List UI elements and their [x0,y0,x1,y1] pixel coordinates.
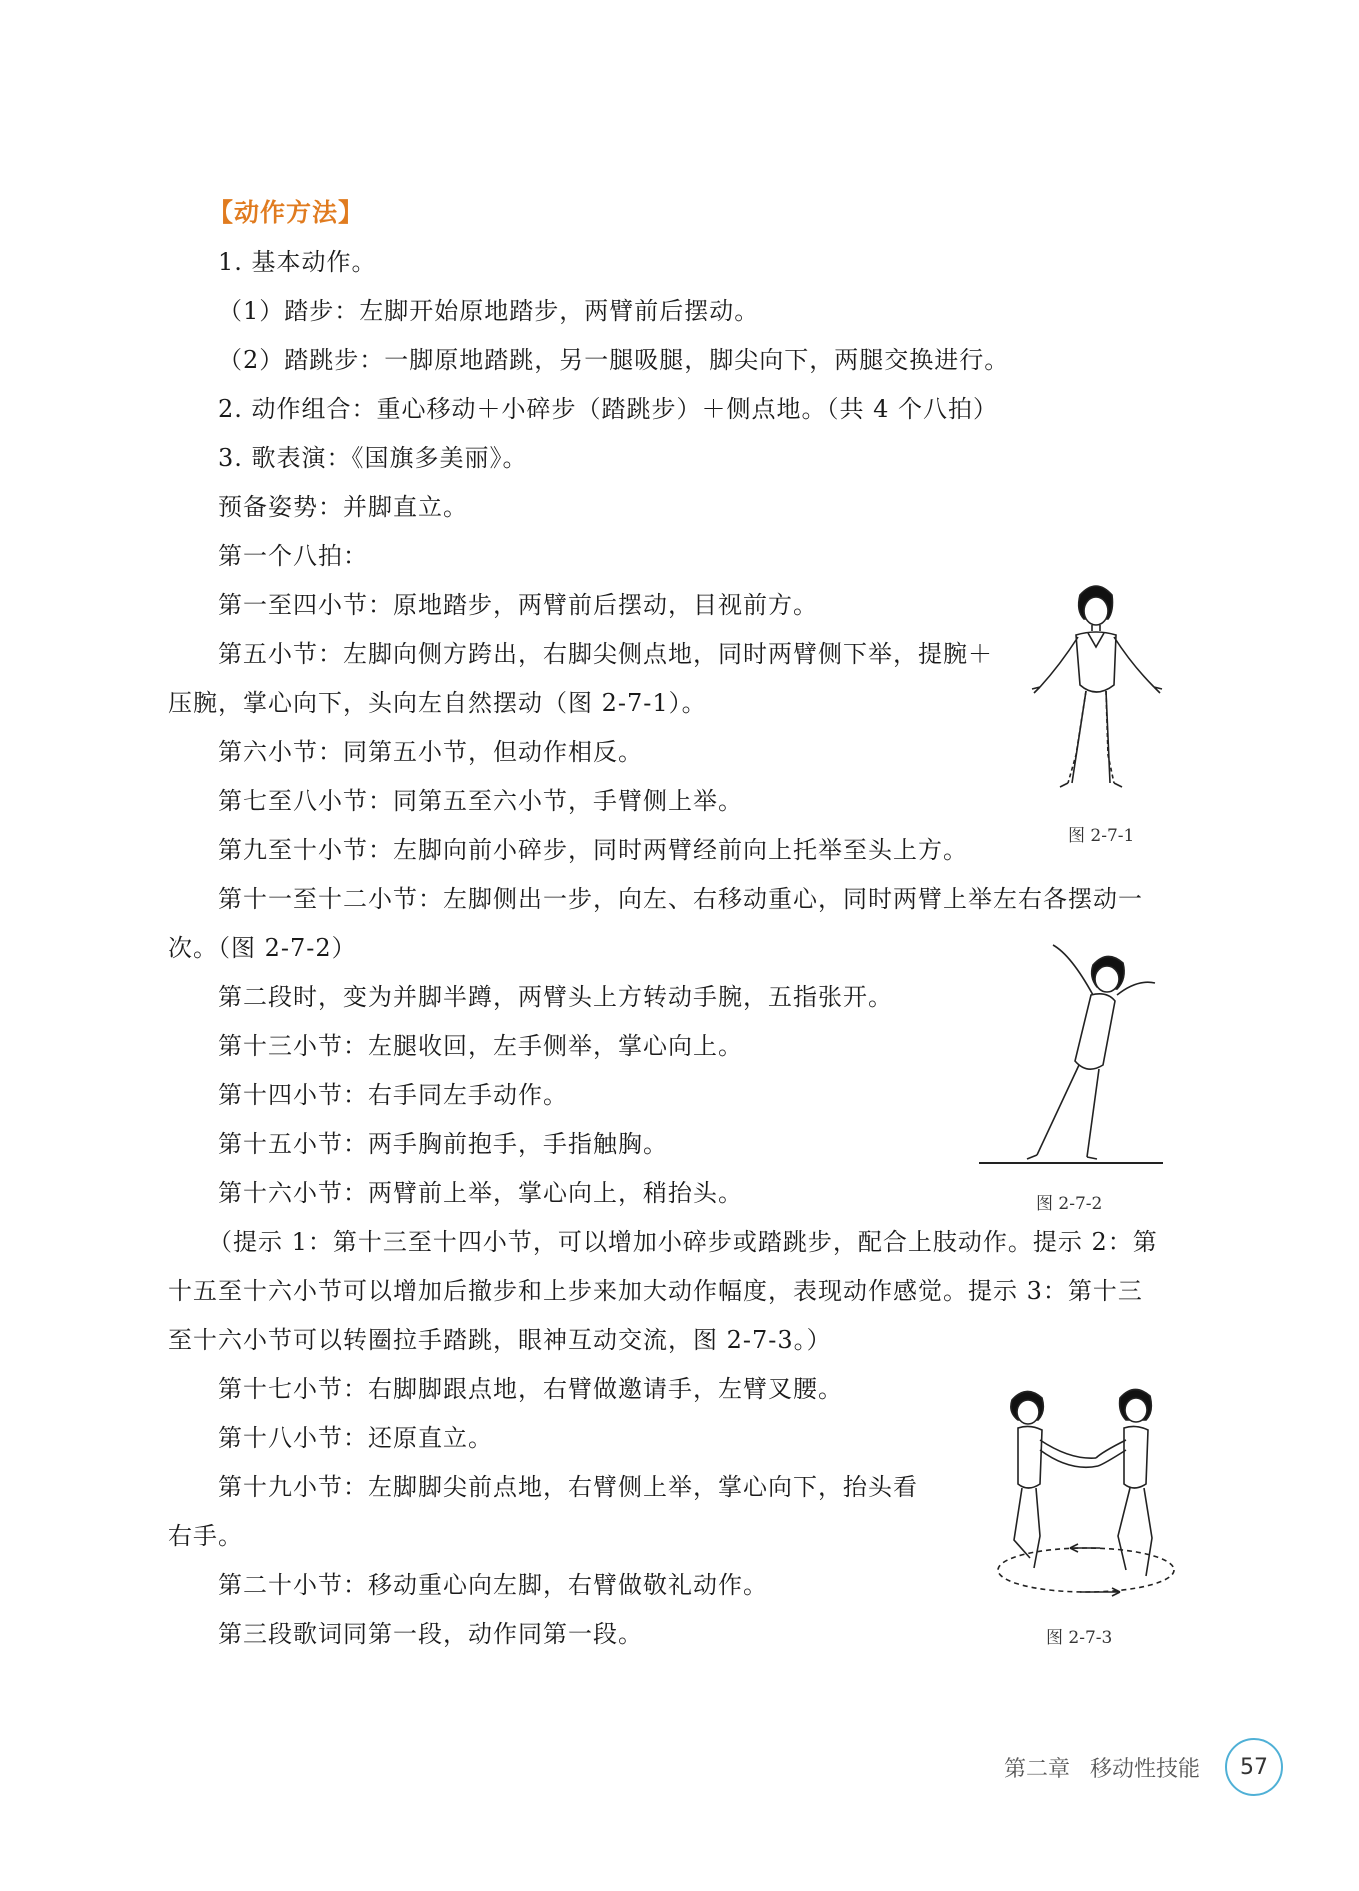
text-line: （提示 1：第十三至十四小节，可以增加小碎步或踏跳步，配合上肢动作。提示 2：第 [208,1228,1158,1256]
text-line: 第十一至十二小节：左脚侧出一步，向左、右移动重心，同时两臂上举左右各摆动一 [218,885,1143,913]
text-line: 第十五小节：两手胸前抱手，手指触胸。 [218,1130,668,1158]
text-line: （1）踏步：左脚开始原地踏步，两臂前后摆动。 [218,297,760,325]
figure-2-7-1-illustration [1010,575,1180,805]
footer-chapter: 第二章 [1004,1757,1071,1782]
figure-2-7-2-caption: 图 2-7-2 [1036,1194,1103,1214]
text-line: 第十七小节：右脚脚跟点地，右臂做邀请手，左臂叉腰。 [218,1375,843,1403]
text-line: 次。（图 2-7-2） [168,934,357,962]
text-line: 第十四小节：右手同左手动作。 [218,1081,568,1109]
text-line: 第三段歌词同第一段，动作同第一段。 [218,1620,643,1648]
text-line: 十五至十六小节可以增加后撤步和上步来加大动作幅度，表现动作感觉。提示 3：第十三 [168,1277,1143,1305]
page-number-badge [1225,1738,1283,1796]
text-line: 预备姿势：并脚直立。 [218,493,468,521]
text-line: 第一至四小节：原地踏步，两臂前后摆动，目视前方。 [218,591,818,619]
text-line: 第七至八小节：同第五至六小节，手臂侧上举。 [218,787,743,815]
text-line: 第六小节：同第五小节，但动作相反。 [218,738,643,766]
text-line: 3. 歌表演：《国旗多美丽》。 [218,444,528,472]
text-line: 第十九小节：左脚脚尖前点地，右臂侧上举，掌心向下，抬头看 [218,1473,918,1501]
text-line: 第十三小节：左腿收回，左手侧举，掌心向上。 [218,1032,743,1060]
text-line: 第二段时，变为并脚半蹲，两臂头上方转动手腕，五指张开。 [218,983,893,1011]
text-line: 2. 动作组合：重心移动＋小碎步（踏跳步）＋侧点地。（共 4 个八拍） [218,395,999,423]
text-line: 压腕，掌心向下，头向左自然摆动（图 2-7-1）。 [168,689,707,717]
figure-2-7-3-caption: 图 2-7-3 [1046,1628,1113,1648]
text-line: 右手。 [168,1522,243,1550]
text-line: 第二十小节：移动重心向左脚，右臂做敬礼动作。 [218,1571,768,1599]
text-line: 第九至十小节：左脚向前小碎步，同时两臂经前向上托举至头上方。 [218,836,968,864]
text-line: （2）踏跳步：一脚原地踏跳，另一腿吸腿，脚尖向下，两腿交换进行。 [218,346,1010,374]
figure-2-7-1-caption: 图 2-7-1 [1068,826,1135,846]
page-number: 57 [1240,1754,1268,1780]
text-line: 第一个八拍： [218,542,368,570]
figure-2-7-2-illustration [975,935,1165,1175]
text-line: 第十六小节：两臂前上举，掌心向上，稍抬头。 [218,1179,743,1207]
text-line: 至十六小节可以转圈拉手踏跳，眼神互动交流，图 2-7-3。） [168,1326,832,1354]
text-line: 第五小节：左脚向侧方跨出，右脚尖侧点地，同时两臂侧下举，提腕＋ [218,640,993,668]
figure-2-7-3-illustration [990,1380,1190,1610]
footer-section: 移动性技能 [1090,1757,1201,1782]
text-line: 第十八小节：还原直立。 [218,1424,493,1452]
text-line: 1. 基本动作。 [218,248,377,276]
section-heading: 【动作方法】 [208,198,365,227]
